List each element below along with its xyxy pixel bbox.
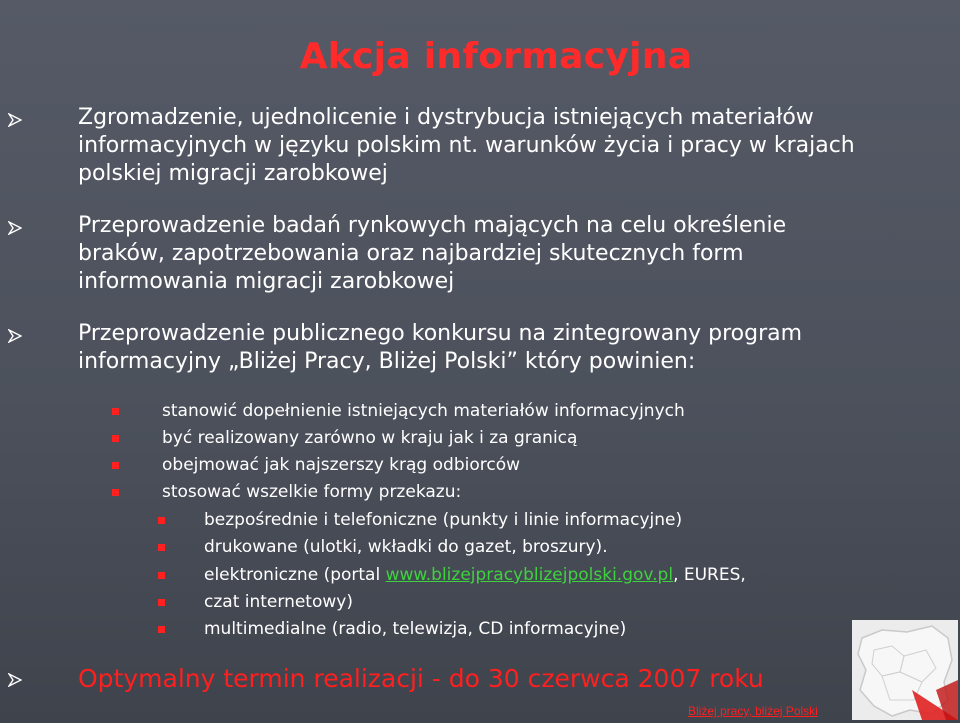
arrow-bullet-icon [8, 329, 22, 343]
red-square-bullet-icon [158, 544, 165, 551]
red-square-bullet-icon [158, 572, 165, 579]
sub-sub-item-text: multimedialne (radio, telewizja, CD informacyjne) [204, 619, 627, 639]
red-square-bullet-icon [158, 626, 165, 633]
bullet-line: Przeprowadzenie publicznego konkursu na zintegrowany program [78, 321, 803, 346]
bullet-line: informacyjnych w języku polskim nt. warunków życia i pracy w krajach [78, 133, 855, 158]
sub-item-text: być realizowany zarówno w kraju jak i za granicą [162, 428, 578, 448]
red-square-bullet-icon [158, 599, 165, 606]
arrow-bullet-icon [8, 673, 22, 687]
bullet-line: Przeprowadzenie badań rynkowych mających na celu określenie [78, 213, 787, 238]
poland-map-logo-icon [852, 620, 958, 720]
sub-sub-item-text: drukowane (ulotki, wkładki do gazet, broszury). [204, 537, 608, 557]
sub-sub-item-prefix: elektroniczne (portal [204, 565, 386, 585]
sub-item-text: stanowić dopełnienie istniejących materiałów informacyjnych [162, 401, 685, 421]
sub-sub-item-text [204, 564, 746, 586]
red-square-bullet-icon [112, 408, 119, 415]
bullet-line: polskiej migracji zarobkowej [78, 161, 388, 186]
sub-item-text: obejmować jak najszerszy krąg odbiorców [162, 455, 521, 475]
arrow-bullet-icon [8, 221, 22, 235]
red-square-bullet-icon [158, 517, 165, 524]
red-square-bullet-icon [112, 489, 119, 496]
bullet-line: braków, zapotrzebowania oraz najbardziej skutecznych form [78, 241, 744, 266]
sub-sub-item-text: bezpośrednie i telefoniczne (punkty i linie informacyjne) [204, 510, 683, 530]
bullet-line: Zgromadzenie, ujednolicenie i dystrybucja istniejących materiałów [78, 105, 814, 130]
bullet-line: informacyjny „Bliżej Pracy, Bliżej Polski” który powinien: [78, 349, 696, 374]
final-bullet-text: Optymalny termin realizacji - do 30 czerwca 2007 roku [78, 664, 764, 693]
sub-sub-item-suffix: , EURES, [673, 565, 746, 585]
portal-link[interactable]: www.blizejpracyblizejpolski.gov.pl [385, 565, 674, 585]
arrow-bullet-icon [8, 113, 22, 127]
footer-link[interactable]: Bliżej pracy, bliżej Polski [688, 704, 818, 718]
sub-sub-item-text: czat internetowy) [204, 592, 353, 612]
sub-item-text: stosować wszelkie formy przekazu: [162, 482, 462, 502]
bullet-2-text [78, 212, 958, 296]
bullet-line: informowania migracji zarobkowej [78, 269, 455, 294]
red-square-bullet-icon [112, 462, 119, 469]
slide-title: Akcja informacyjna [299, 36, 693, 77]
bullet-3-text [78, 320, 958, 376]
red-square-bullet-icon [112, 435, 119, 442]
bullet-1-text [78, 104, 958, 188]
